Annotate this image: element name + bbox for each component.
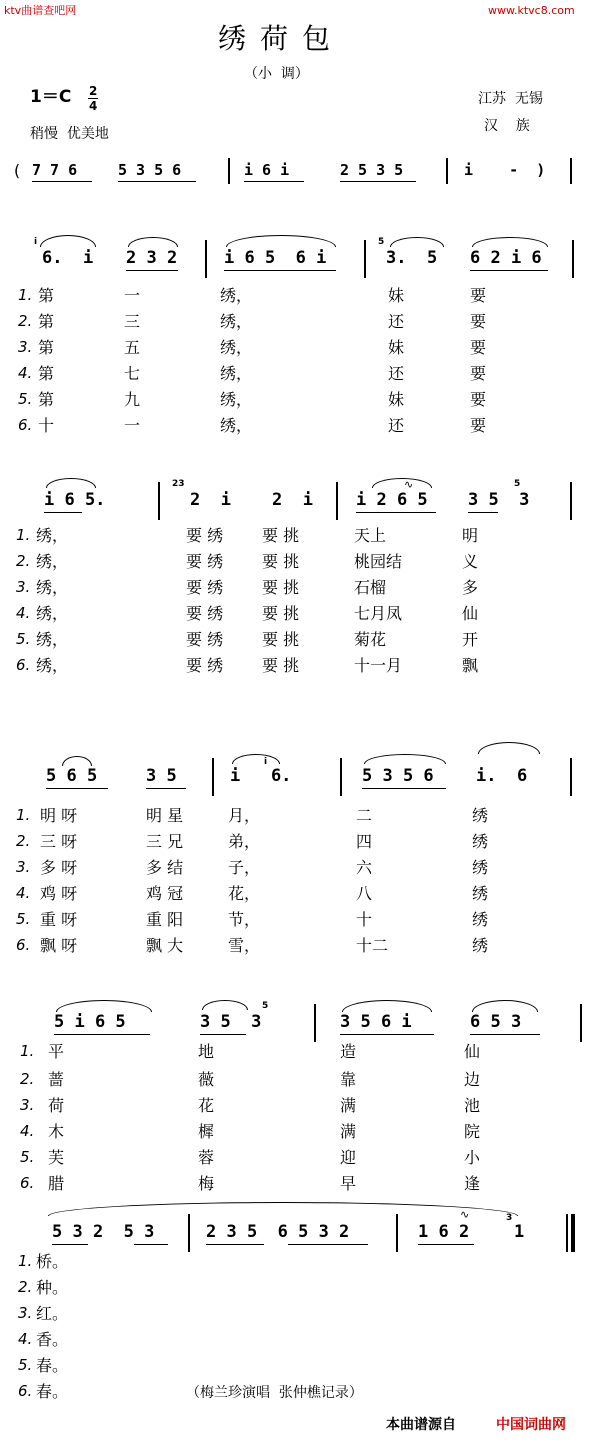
lyric: 妹 bbox=[388, 286, 405, 305]
slur bbox=[364, 754, 446, 764]
lyric: 五 bbox=[124, 338, 141, 357]
lyric: 要 绣 bbox=[186, 604, 224, 623]
lyric: 红。 bbox=[36, 1304, 69, 1323]
lyric: 香。 bbox=[36, 1330, 69, 1349]
notes: 1 bbox=[514, 1222, 525, 1242]
intro-underline bbox=[32, 181, 92, 182]
notes: 3. 5 bbox=[386, 248, 438, 268]
verse-number: 5. bbox=[16, 630, 31, 648]
lyric: 春。 bbox=[36, 1356, 69, 1375]
verse-number: 4. bbox=[18, 364, 33, 382]
lyric: 明 bbox=[462, 526, 479, 545]
final-bar-thin bbox=[566, 1214, 568, 1252]
origin-region: 江苏 无锡 bbox=[478, 91, 543, 107]
lyric: 要 挑 bbox=[262, 526, 300, 545]
grace-note: 5 bbox=[514, 479, 521, 489]
grace-note: 5 bbox=[262, 1001, 269, 1011]
underline bbox=[224, 270, 336, 271]
performer-credit: （梅兰珍演唱 张仲樵记录） bbox=[186, 1385, 363, 1401]
slur bbox=[40, 235, 96, 247]
slur bbox=[478, 742, 540, 754]
verse-number: 1. bbox=[18, 286, 33, 304]
slur bbox=[472, 1000, 538, 1012]
verse-number: 6. bbox=[18, 1382, 33, 1400]
verse-number: 5. bbox=[16, 910, 31, 928]
lyric: 绣， bbox=[220, 364, 253, 383]
intro-notes-2a: i 6 i bbox=[244, 161, 290, 179]
origin-ethnic: 汉 族 bbox=[484, 118, 530, 134]
lyric: 十 bbox=[356, 910, 373, 929]
lyric: 飘 呀 bbox=[40, 936, 78, 955]
notes: 5 3 5 6 bbox=[362, 766, 434, 786]
intro-notes-1b: 5 3 5 6 bbox=[118, 161, 182, 179]
slur bbox=[342, 1000, 432, 1012]
grace-note: 5 bbox=[378, 237, 385, 247]
lyric: 多 呀 bbox=[40, 858, 78, 877]
notes: 1 6 2 bbox=[418, 1222, 470, 1242]
intro-underline bbox=[244, 181, 304, 182]
verse-number: 2. bbox=[16, 832, 31, 850]
lyric: 种。 bbox=[36, 1278, 69, 1297]
notes: i 6 5. bbox=[44, 490, 106, 510]
lyric: 一 bbox=[124, 416, 141, 435]
lyric: 绣， bbox=[220, 312, 253, 331]
song-subtitle: （小 调） bbox=[244, 66, 309, 82]
notes: 2 i bbox=[190, 490, 231, 510]
lyric: 要 绣 bbox=[186, 656, 224, 675]
verse-number: 5. bbox=[18, 390, 33, 408]
lyric: 天上 bbox=[354, 526, 387, 545]
underline bbox=[44, 512, 82, 513]
lyric: 樨 bbox=[198, 1122, 215, 1141]
slur bbox=[390, 237, 444, 247]
bar-line bbox=[340, 758, 342, 796]
watermark-bottom-right: 中国词曲网 bbox=[496, 1417, 566, 1433]
underline bbox=[468, 512, 498, 513]
lyric: 靠 bbox=[340, 1070, 357, 1089]
lyric: 绣， bbox=[36, 630, 69, 649]
lyric: 绣， bbox=[220, 416, 253, 435]
bar-line bbox=[396, 1214, 398, 1252]
notes: 3 5 bbox=[146, 766, 177, 786]
lyric: 子， bbox=[228, 858, 261, 877]
notes: 3 5 6 i bbox=[340, 1012, 412, 1032]
verse-number: 1. bbox=[20, 1042, 35, 1060]
bar-line bbox=[580, 1004, 582, 1042]
lyric: 三 bbox=[124, 312, 141, 331]
lyric: 要 挑 bbox=[262, 604, 300, 623]
song-title: 绣荷包 bbox=[218, 22, 345, 55]
lyric: 第 bbox=[38, 312, 55, 331]
lyric: 绣， bbox=[36, 526, 69, 545]
verse-number: 1. bbox=[18, 1252, 33, 1270]
lyric: 弟， bbox=[228, 832, 261, 851]
slur bbox=[202, 1000, 248, 1010]
verse-number: 6. bbox=[18, 416, 33, 434]
lyric: 要 bbox=[470, 390, 487, 409]
bar-line bbox=[158, 482, 160, 520]
lyric: 绣 bbox=[472, 936, 489, 955]
verse-number: 2. bbox=[20, 1070, 35, 1088]
intro-open-paren: ( bbox=[12, 161, 22, 180]
intro-notes-2b: 2 5 3 5 bbox=[340, 161, 404, 179]
verse-number: 2. bbox=[18, 312, 33, 330]
lyric: 早 bbox=[340, 1174, 357, 1193]
lyric: 三 呀 bbox=[40, 832, 78, 851]
tempo-marking: 稍慢 优美地 bbox=[30, 126, 109, 142]
intro-notes-1a: 7 7 6 bbox=[32, 161, 78, 179]
verse-number: 1. bbox=[16, 526, 31, 544]
notes: 6. i bbox=[42, 248, 94, 268]
lyric: 边 bbox=[464, 1070, 481, 1089]
lyric: 二 bbox=[356, 806, 373, 825]
lyric: 花 bbox=[198, 1096, 215, 1115]
lyric: 月， bbox=[228, 806, 261, 825]
lyric: 绣， bbox=[36, 604, 69, 623]
lyric: 十一月 bbox=[354, 656, 403, 675]
lyric: 要 挑 bbox=[262, 578, 300, 597]
lyric: 梅 bbox=[198, 1174, 215, 1193]
lyric: 要 挑 bbox=[262, 656, 300, 675]
lyric: 要 bbox=[470, 364, 487, 383]
mordent-mark: ∿ bbox=[404, 478, 414, 491]
slur bbox=[56, 1000, 152, 1012]
verse-number: 6. bbox=[16, 656, 31, 674]
bar-line bbox=[212, 758, 214, 796]
lyric: 绣， bbox=[36, 578, 69, 597]
lyric: 绣 bbox=[472, 806, 489, 825]
verse-number: 4. bbox=[16, 884, 31, 902]
lyric: 地 bbox=[198, 1042, 215, 1061]
bar-line bbox=[446, 158, 448, 184]
lyric: 菊花 bbox=[354, 630, 387, 649]
watermark-top-left: ktv曲谱查吧网 bbox=[4, 4, 77, 17]
lyric: 要 bbox=[470, 338, 487, 357]
lyric: 开 bbox=[462, 630, 479, 649]
lyric: 鸡 冠 bbox=[146, 884, 184, 903]
verse-number: 3. bbox=[16, 858, 31, 876]
underline bbox=[356, 512, 436, 513]
bar-line bbox=[336, 482, 338, 520]
lyric: 飘 bbox=[462, 656, 479, 675]
lyric: 鸡 呀 bbox=[40, 884, 78, 903]
underline bbox=[206, 1244, 264, 1245]
underline bbox=[54, 1034, 150, 1035]
lyric: 小 bbox=[464, 1148, 481, 1167]
verse-number: 6. bbox=[20, 1174, 35, 1192]
lyric: 飘 大 bbox=[146, 936, 184, 955]
notes: i. 6 bbox=[476, 766, 528, 786]
lyric: 多 结 bbox=[146, 858, 184, 877]
mordent-mark: ∿ bbox=[460, 1208, 470, 1221]
lyric: 芙 bbox=[48, 1148, 65, 1167]
watermark-bottom-left: 本曲谱源自 bbox=[386, 1417, 456, 1433]
lyric: 绣 bbox=[472, 884, 489, 903]
lyric: 桥。 bbox=[36, 1252, 69, 1271]
lyric: 还 bbox=[388, 312, 405, 331]
notes: i 2 6 5 bbox=[356, 490, 428, 510]
lyric: 造 bbox=[340, 1042, 357, 1061]
grace-note: i bbox=[34, 237, 38, 247]
lyric: 义 bbox=[462, 552, 479, 571]
notes: 5 i 6 5 bbox=[54, 1012, 126, 1032]
verse-number: 4. bbox=[18, 1330, 33, 1348]
lyric: 荷 bbox=[48, 1096, 65, 1115]
lyric: 要 bbox=[470, 286, 487, 305]
lyric: 要 挑 bbox=[262, 552, 300, 571]
lyric: 还 bbox=[388, 364, 405, 383]
intro-underline bbox=[118, 181, 196, 182]
notes: 5 6 5 bbox=[46, 766, 98, 786]
underline bbox=[146, 788, 186, 789]
lyric: 七 bbox=[124, 364, 141, 383]
lyric: 明 星 bbox=[146, 806, 184, 825]
lyric: 节， bbox=[228, 910, 261, 929]
lyric: 要 绣 bbox=[186, 630, 224, 649]
lyric: 多 bbox=[462, 578, 479, 597]
lyric: 绣， bbox=[220, 338, 253, 357]
long-slur bbox=[48, 1202, 518, 1216]
lyric: 迎 bbox=[340, 1148, 357, 1167]
lyric: 要 绣 bbox=[186, 578, 224, 597]
bar-line bbox=[570, 758, 572, 796]
underline bbox=[288, 1244, 368, 1245]
underline bbox=[126, 270, 178, 271]
verse-number: 6. bbox=[16, 936, 31, 954]
lyric: 绣 bbox=[472, 832, 489, 851]
lyric: 七月凤 bbox=[354, 604, 403, 623]
lyric: 八 bbox=[356, 884, 373, 903]
verse-number: 3. bbox=[18, 338, 33, 356]
lyric: 重 呀 bbox=[40, 910, 78, 929]
lyric: 逢 bbox=[464, 1174, 481, 1193]
grace-note: 3 bbox=[506, 1213, 513, 1223]
underline bbox=[52, 1244, 88, 1245]
underline bbox=[470, 270, 548, 271]
grace-note: 23 bbox=[172, 479, 185, 489]
lyric: 春。 bbox=[36, 1382, 69, 1401]
underline bbox=[362, 788, 446, 789]
underline bbox=[340, 1034, 434, 1035]
lyric: 蔷 bbox=[48, 1070, 65, 1089]
lyric: 要 挑 bbox=[262, 630, 300, 649]
lyric: 绣， bbox=[36, 552, 69, 571]
intro-notes-3: i - ) bbox=[464, 161, 546, 179]
verse-number: 1. bbox=[16, 806, 31, 824]
notes: i 6. bbox=[230, 766, 292, 786]
bar-line bbox=[205, 240, 207, 278]
lyric: 要 绣 bbox=[186, 552, 224, 571]
lyric: 第 bbox=[38, 286, 55, 305]
slur bbox=[232, 754, 280, 764]
bar-line bbox=[364, 240, 366, 278]
underline bbox=[470, 1034, 540, 1035]
lyric: 平 bbox=[48, 1042, 65, 1061]
time-signature-bottom: 4 bbox=[89, 99, 98, 113]
verse-number: 3. bbox=[20, 1096, 35, 1114]
verse-number: 5. bbox=[18, 1356, 33, 1374]
lyric: 要 bbox=[470, 312, 487, 331]
lyric: 明 呀 bbox=[40, 806, 78, 825]
lyric: 第 bbox=[38, 364, 55, 383]
bar-line bbox=[188, 1214, 190, 1252]
lyric: 腊 bbox=[48, 1174, 65, 1193]
slur bbox=[226, 235, 336, 247]
lyric: 六 bbox=[356, 858, 373, 877]
lyric: 绣 bbox=[472, 858, 489, 877]
lyric: 十 bbox=[38, 416, 55, 435]
lyric: 绣， bbox=[36, 656, 69, 675]
lyric: 四 bbox=[356, 832, 373, 851]
lyric: 木 bbox=[48, 1122, 65, 1141]
lyric: 妹 bbox=[388, 338, 405, 357]
lyric: 重 阳 bbox=[146, 910, 184, 929]
lyric: 第 bbox=[38, 390, 55, 409]
lyric: 绣， bbox=[220, 390, 253, 409]
lyric: 满 bbox=[340, 1096, 357, 1115]
lyric: 院 bbox=[464, 1122, 481, 1141]
verse-number: 5. bbox=[20, 1148, 35, 1166]
notes: 2 3 5 6 5 3 2 bbox=[206, 1222, 350, 1242]
notes: 3 5 3 bbox=[200, 1012, 262, 1032]
key-signature: 1＝C bbox=[30, 87, 72, 107]
intro-underline bbox=[340, 181, 416, 182]
notes: 3 5 3 bbox=[468, 490, 530, 510]
bar-line bbox=[570, 158, 572, 184]
lyric: 满 bbox=[340, 1122, 357, 1141]
lyric: 要 绣 bbox=[186, 526, 224, 545]
lyric: 花， bbox=[228, 884, 261, 903]
bar-line bbox=[228, 158, 230, 184]
lyric: 十二 bbox=[356, 936, 389, 955]
lyric: 九 bbox=[124, 390, 141, 409]
slur bbox=[128, 237, 178, 247]
lyric: 绣， bbox=[220, 286, 253, 305]
slur bbox=[372, 478, 432, 488]
verse-number: 4. bbox=[20, 1122, 35, 1140]
notes: 6 2 i 6 bbox=[470, 248, 542, 268]
lyric: 仙 bbox=[464, 1042, 481, 1061]
underline bbox=[200, 1034, 246, 1035]
bar-line bbox=[314, 1004, 316, 1042]
lyric: 蓉 bbox=[198, 1148, 215, 1167]
lyric: 雪， bbox=[228, 936, 261, 955]
notes: 5 3 2 5 3 bbox=[52, 1222, 155, 1242]
lyric: 一 bbox=[124, 286, 141, 305]
lyric: 第 bbox=[38, 338, 55, 357]
slur bbox=[62, 756, 92, 766]
lyric: 妹 bbox=[388, 390, 405, 409]
verse-number: 4. bbox=[16, 604, 31, 622]
lyric: 绣 bbox=[472, 910, 489, 929]
verse-number: 2. bbox=[16, 552, 31, 570]
notes: 6 5 3 bbox=[470, 1012, 522, 1032]
watermark-top-right: www.ktvc8.com bbox=[488, 4, 575, 17]
bar-line bbox=[570, 482, 572, 520]
final-bar-thick bbox=[571, 1214, 575, 1252]
slur bbox=[472, 237, 548, 247]
notes: 2 i bbox=[272, 490, 313, 510]
lyric: 仙 bbox=[462, 604, 479, 623]
lyric: 要 bbox=[470, 416, 487, 435]
verse-number: 2. bbox=[18, 1278, 33, 1296]
time-signature-top: 2 bbox=[89, 84, 98, 98]
lyric: 薇 bbox=[198, 1070, 215, 1089]
underline bbox=[46, 788, 108, 789]
lyric: 桃园结 bbox=[354, 552, 403, 571]
lyric: 石榴 bbox=[354, 578, 387, 597]
lyric: 还 bbox=[388, 416, 405, 435]
verse-number: 3. bbox=[16, 578, 31, 596]
lyric: 池 bbox=[464, 1096, 481, 1115]
bar-line bbox=[572, 240, 574, 278]
notes: 2 3 2 bbox=[126, 248, 178, 268]
slur bbox=[46, 478, 96, 488]
lyric: 三 兄 bbox=[146, 832, 184, 851]
underline bbox=[418, 1244, 474, 1245]
verse-number: 3. bbox=[18, 1304, 33, 1322]
notes: i 6 5 6 i bbox=[224, 248, 327, 268]
underline bbox=[134, 1244, 168, 1245]
grace-note: i bbox=[264, 757, 268, 767]
